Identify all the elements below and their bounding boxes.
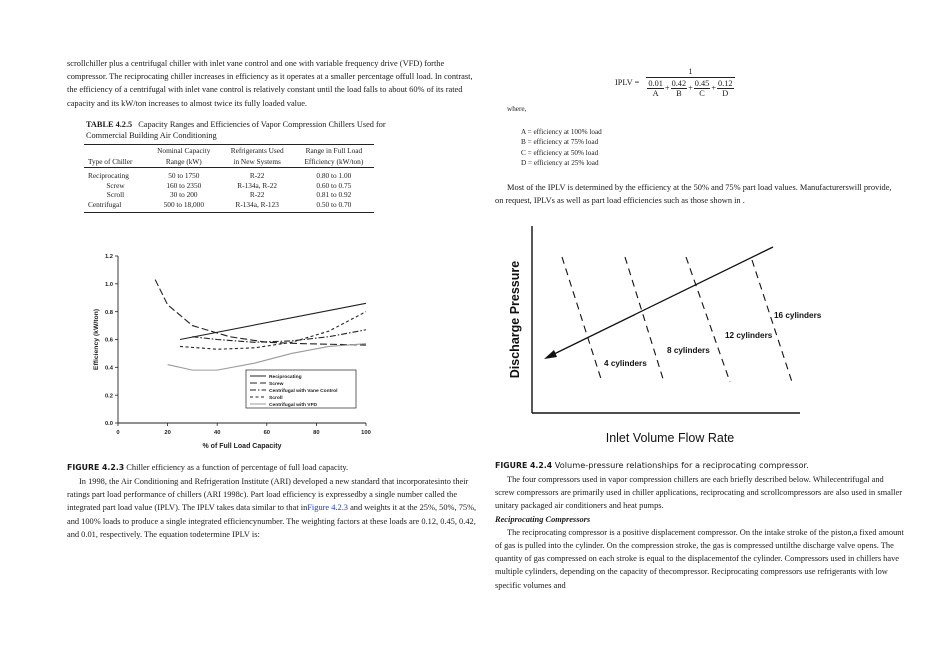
cylinder-line-4-cylinders: [562, 257, 602, 382]
definition-a: A = efficiency at 100% load: [521, 128, 602, 136]
equation-term: [717, 79, 734, 98]
term-numerator: 0.45: [694, 79, 710, 88]
equation-main-fraction: [646, 66, 734, 98]
equation-term: [694, 79, 711, 98]
y-axis-title: Discharge Pressure: [508, 260, 522, 379]
legend-label: Reciprocating: [269, 375, 302, 380]
table-cell: R-22: [249, 171, 265, 180]
cylinder-label: 12 cylinders: [725, 331, 773, 340]
table-row: [84, 168, 374, 181]
table-cell: 160 to 2350: [166, 180, 202, 190]
term-denominator: D: [722, 89, 729, 98]
table-cell: Centrifugal: [88, 199, 122, 209]
figure-4-2-3-caption: [67, 461, 479, 474]
cylinder-label: 16 cylinders: [774, 311, 822, 320]
y-tick-label: 1.0: [104, 282, 113, 289]
equation-term: [671, 79, 688, 98]
table-header-cell: Range (kW): [165, 157, 202, 166]
table-cell: 30 to 200: [170, 190, 198, 200]
legend-label: Centrifugal with VFD: [269, 403, 318, 408]
table-header-cell: in New Systems: [233, 157, 281, 166]
table-cell: 500 to 18,000: [163, 199, 204, 209]
iplv-paragraph-text-b: and weights it at the 25%, 50%, 75%, and 100% loads to produce a single integrated efficiencynumber. The weighting factors at these loads are 0.12, 0.45, 0.42, and 0.01, respectively. The equation todetermine IPLV is:: [67, 503, 477, 539]
chiller-table: [84, 144, 384, 213]
table-cell: R-22: [249, 190, 265, 200]
definition-d: D = efficiency at 25% load: [521, 159, 599, 168]
iplv-note-text: Most of the IPLV is determined by the efficiency at the 50% and 75% part load values. Manufacturerswill provide, on request, IPLVs as well as part load efficiencies such as those shown in .: [495, 183, 892, 206]
table-header-cell: [84, 145, 147, 157]
intro-paragraph-text: scrollchiller plus a centrifugal chiller with inlet vane control and one with variable frequency drive (VFD) forthe compressor. The reciprocating chiller increases in efficiency as it operates at a smaller percentage offull load. In contrast, the efficiency of a centrifugal with inlet vane control is relatively constant until the load falls to about 60% of its rated capacity and its kW/ton increases to almost twice its fully loaded value.: [67, 59, 473, 108]
plus-sign: +: [711, 83, 717, 93]
cylinder-label: 8 cylinders: [667, 346, 710, 355]
x-tick-label: 40: [213, 430, 221, 436]
term-denominator: B: [676, 89, 682, 98]
table-header-cell: Type of Chiller: [88, 157, 133, 166]
x-tick-label: 20: [164, 430, 171, 436]
where-label: where,: [507, 105, 527, 113]
table-header-cell: Efficiency (kW/ton): [304, 157, 364, 166]
definition-b: B = efficiency at 75% load: [521, 138, 599, 147]
term-denominator: A: [652, 89, 659, 98]
table-cell: 0.60 to 0.75: [316, 180, 352, 190]
series-line-reciprocating: [180, 303, 366, 339]
equation-lhs: IPLV =: [615, 77, 640, 87]
table-cell: Screw: [106, 180, 125, 190]
table-cell: Reciprocating: [88, 171, 129, 180]
reciprocating-paragraph-text: The reciprocating compressor is a positive displacement compressor. On the intake stroke of the piston,a fixed amount of gas is pulled into the cylinder. On the compression stroke, the gas is compressed untilthe discharge valve opens. The quantity of gas compressed on each stroke is equal to the displacementof the cylinder. Compressors used in chillers have multiple cylinders, depending on the capacity of thecompressor. Reciprocating compressors use refrigerants with low specific volumes and: [495, 527, 904, 590]
table-cell: R-134a, R-22: [237, 180, 278, 190]
equation-term: [647, 79, 664, 98]
y-tick-label: 0.6: [104, 337, 113, 344]
legend-label: Centrifugal with Vane Control: [269, 389, 338, 394]
x-axis-title: Inlet Volume Flow Rate: [605, 431, 735, 445]
cylinder-line-16-cylinders: [752, 260, 792, 382]
x-tick-label: 0: [116, 430, 120, 436]
table-caption-text: Capacity Ranges and Efficiencies of Vapor Compression Chillers Used for Commercial Building Air Conditioning: [86, 120, 386, 140]
table-row: [84, 200, 374, 213]
variable-definitions: [521, 127, 602, 169]
figure-caption-label: FIGURE 4.2.3: [67, 463, 125, 472]
table-cell: 0.81 to 0.92: [316, 190, 352, 200]
table-header-cell: Range in Full Load: [305, 146, 363, 155]
term-denominator: C: [699, 89, 705, 98]
y-tick-label: 1.2: [104, 254, 113, 261]
table-caption-label: TABLE 4.2.5: [86, 120, 133, 129]
y-axis-title: Efficiency (kW/ton): [93, 308, 100, 371]
x-tick-label: 80: [313, 430, 320, 436]
figure-caption-text: Volume-pressure relationships for a reciprocating compressor.: [552, 460, 809, 470]
plus-sign: +: [664, 83, 670, 93]
compressors-paragraph-text: The four compressors used in vapor compression chillers are each briefly described below. Whilecentrifugal and screw compressors are primarily used in chiller applications, reciprocating and scrollcompressors are also used in smaller unitary packaged air conditioners and heat pumps.: [495, 475, 902, 511]
plus-sign: +: [688, 83, 693, 93]
y-tick-label: 0.4: [104, 365, 113, 372]
table-row: [84, 181, 374, 191]
section-title: Reciprocating Compressors: [495, 514, 591, 524]
term-numerator: 0.01: [648, 79, 663, 88]
efficiency-chart: [86, 248, 386, 453]
definition-c: C = efficiency at 50% load: [521, 148, 599, 157]
legend-label: Scroll: [269, 396, 283, 401]
table-cell: Scroll: [106, 190, 125, 200]
table-caption: [86, 119, 386, 141]
x-axis-title: % of Full Load Capacity: [202, 443, 282, 450]
table-row: [84, 190, 374, 200]
x-tick-label: 100: [361, 430, 371, 436]
compressors-paragraph: [495, 473, 905, 592]
table-cell: 0.50 to 0.70: [316, 199, 352, 209]
table-cell: 0.80 to 1.00: [316, 171, 352, 180]
volume-pressure-chart: [502, 220, 822, 450]
operating-line-arrowhead: [544, 350, 557, 359]
equation-numerator: 1: [646, 66, 734, 78]
iplv-paragraph-text-a: In 1998, the Air Conditioning and Refrigeration Institute (ARI) developed a new standard that incorporatesinto their ratings part load performance of chillers (ARI 1998c). Part load efficiency is expressedby a single number called the integrated part load value (IPLV). The IPLV takes data similar to that in: [67, 477, 469, 513]
intro-paragraph: [67, 57, 479, 110]
figure-caption-label: FIGURE 4.2.4: [495, 461, 553, 470]
y-tick-label: 0.0: [104, 421, 113, 428]
figure-4-2-3-link[interactable]: Figure 4.2.3: [307, 503, 348, 513]
term-numerator: 0.12: [718, 79, 733, 88]
term-numerator: 0.42: [671, 79, 687, 88]
x-tick-label: 60: [263, 430, 271, 436]
cylinder-label: 4 cylinders: [604, 359, 647, 368]
y-tick-label: 0.8: [104, 309, 113, 316]
table-header-cell: Refrigerants Used: [230, 146, 284, 155]
y-tick-label: 0.2: [104, 393, 113, 400]
table-header-cell: Nominal Capacity: [157, 146, 211, 155]
table-cell: 50 to 1750: [168, 171, 200, 180]
figure-4-2-4-caption: [495, 459, 905, 472]
iplv-equation: [615, 66, 736, 98]
cylinder-line-12-cylinders: [686, 257, 730, 382]
iplv-note-paragraph: [495, 181, 900, 207]
table-cell: R-134a, R-123: [235, 199, 279, 209]
figure-caption-text: Chiller efficiency as a function of percentage of full load capacity.: [124, 463, 349, 472]
legend-label: Screw: [269, 382, 284, 387]
iplv-paragraph: [67, 475, 479, 541]
